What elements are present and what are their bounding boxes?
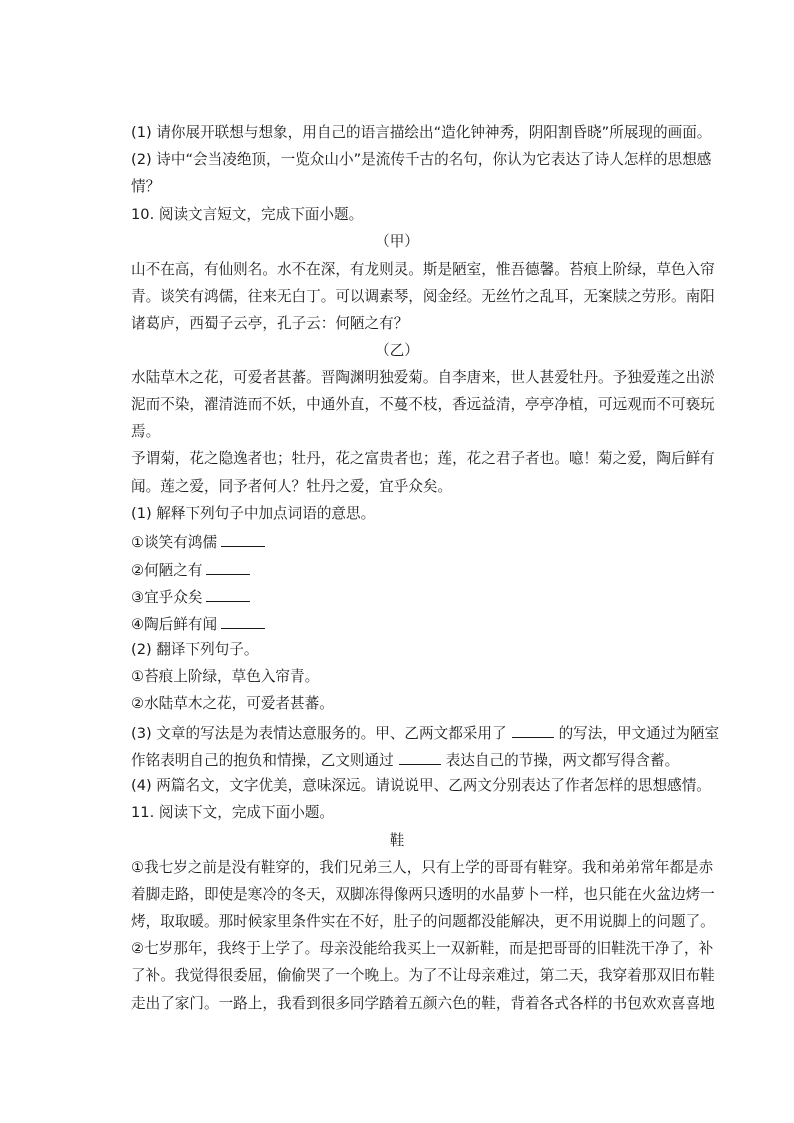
q10-sub1-item: ①谈笑有鸿儒 (131, 532, 695, 552)
q10-jia-title: （甲） (375, 233, 419, 250)
q11-line: ②七岁那年，我终于上学了。母亲没能给我买上一双新鞋，而是把哥哥的旧鞋洗干净了，补 (131, 940, 714, 957)
q10-sub3-line2: 作铭表明自己的抱负和情操，乙文则通过 表达自己的节操，两文都写得含蓄。 (131, 752, 680, 769)
q10-sub2: (2) 翻译下列句子。 (131, 641, 259, 658)
q10-sub4: (4) 两篇名文，文字优美，意味深远。请说说甲、乙两文分别表达了作者怎样的思想感情。 (131, 777, 711, 794)
q11-title: 鞋 (389, 832, 405, 849)
answer-blank[interactable] (221, 532, 265, 547)
q10-intro: 10. 阅读文言短文，完成下面小题。 (131, 206, 364, 223)
q11-line: 烤，取取暖。那时候家里条件实在不好，肚子的问题都没能解决，更不用说脚上的问题了。 (131, 913, 715, 930)
q11-line: 着脚走路，即使是寒冷的冬天，双脚冻得像两只透明的水晶萝卜一样，也只能在火盆边烤一 (131, 886, 715, 903)
q10-sub2-item: ①苔痕上阶绿，草色入帘青。 (131, 668, 320, 685)
q10-sub2-item: ②水陆草木之花，可爱者甚蕃。 (131, 695, 334, 712)
answer-blank[interactable] (221, 614, 265, 629)
q10-jia-line: 山不在高，有仙则名。水不在深，有龙则灵。斯是陋室，惟吾德馨。苔痕上阶绿，草色入帘 (131, 261, 715, 278)
q10-sub1: (1) 解释下列句子中加点词语的意思。 (131, 505, 376, 522)
q10-yi-line: 予谓菊，花之隐逸者也；牡丹，花之富贵者也；莲，花之君子者也。噫！菊之爱，陶后鲜有 (131, 450, 715, 467)
q11-intro: 11. 阅读下文，完成下面小题。 (131, 804, 334, 821)
q11-line: ①我七岁之前是没有鞋穿的，我们兄弟三人，只有上学的哥哥有鞋穿。我和弟弟常年都是赤 (131, 859, 714, 876)
answer-blank[interactable] (512, 723, 554, 738)
q10-yi-line: 泥而不染，濯清涟而不妖，中通外直，不蔓不枝，香远益清，亭亭净植，可远观而不可亵玩 (131, 396, 715, 413)
q10-yi-line: 闻。莲之爱，同予者何人？牡丹之爱，宜乎众矣。 (131, 478, 453, 495)
q10-jia-line: 诸葛庐，西蜀子云亭，孔子云：何陋之有？ (131, 315, 409, 332)
q10-sub1-item: ②何陋之有 (131, 560, 695, 580)
q10-sub1-item: ④陶后鲜有闻 (131, 614, 695, 634)
answer-blank[interactable] (206, 560, 250, 575)
q11-line: 走出了家门。一路上，我看到很多同学踏着五颜六色的鞋，背着各式各样的书包欢欢喜喜地 (131, 995, 715, 1012)
q10-sub1-item: ③宜乎众矣 (131, 587, 695, 607)
q10-yi-line: 焉。 (131, 423, 161, 440)
q9-sub1: (1) 请你展开联想与想象，用自己的语言描绘出“造化钟神秀，阴阳割昏晓”所展现的画面。 (131, 124, 712, 141)
q9-sub2-line1: (2) 诗中“会当凌绝顶，一览众山小”是流传千古的名句，你认为它表达了诗人怎样的思想感 (131, 151, 712, 168)
q10-yi-line: 水陆草木之花，可爱者甚蕃。晋陶渊明独爱菊。自李唐来，世人甚爱牡丹。予独爱莲之出淤 (131, 369, 715, 386)
answer-blank[interactable] (206, 587, 250, 602)
q11-line: 了补。我觉得很委屈，偷偷哭了一个晚上。为了不让母亲难过，第二天，我穿着那双旧布鞋 (131, 967, 715, 984)
q9-sub2-line2: 情？ (131, 178, 161, 195)
answer-blank[interactable] (399, 750, 441, 765)
q10-yi-title: （乙） (375, 342, 419, 359)
q10-jia-line: 青。谈笑有鸿儒，往来无白丁。可以调素琴，阅金经。无丝竹之乱耳，无案牍之劳形。南阳 (131, 288, 715, 305)
q10-sub3-line1: (3) 文章的写法是为表情达意服务的。甲、乙两文都采用了 的写法，甲文通过为陋室 (131, 725, 720, 742)
